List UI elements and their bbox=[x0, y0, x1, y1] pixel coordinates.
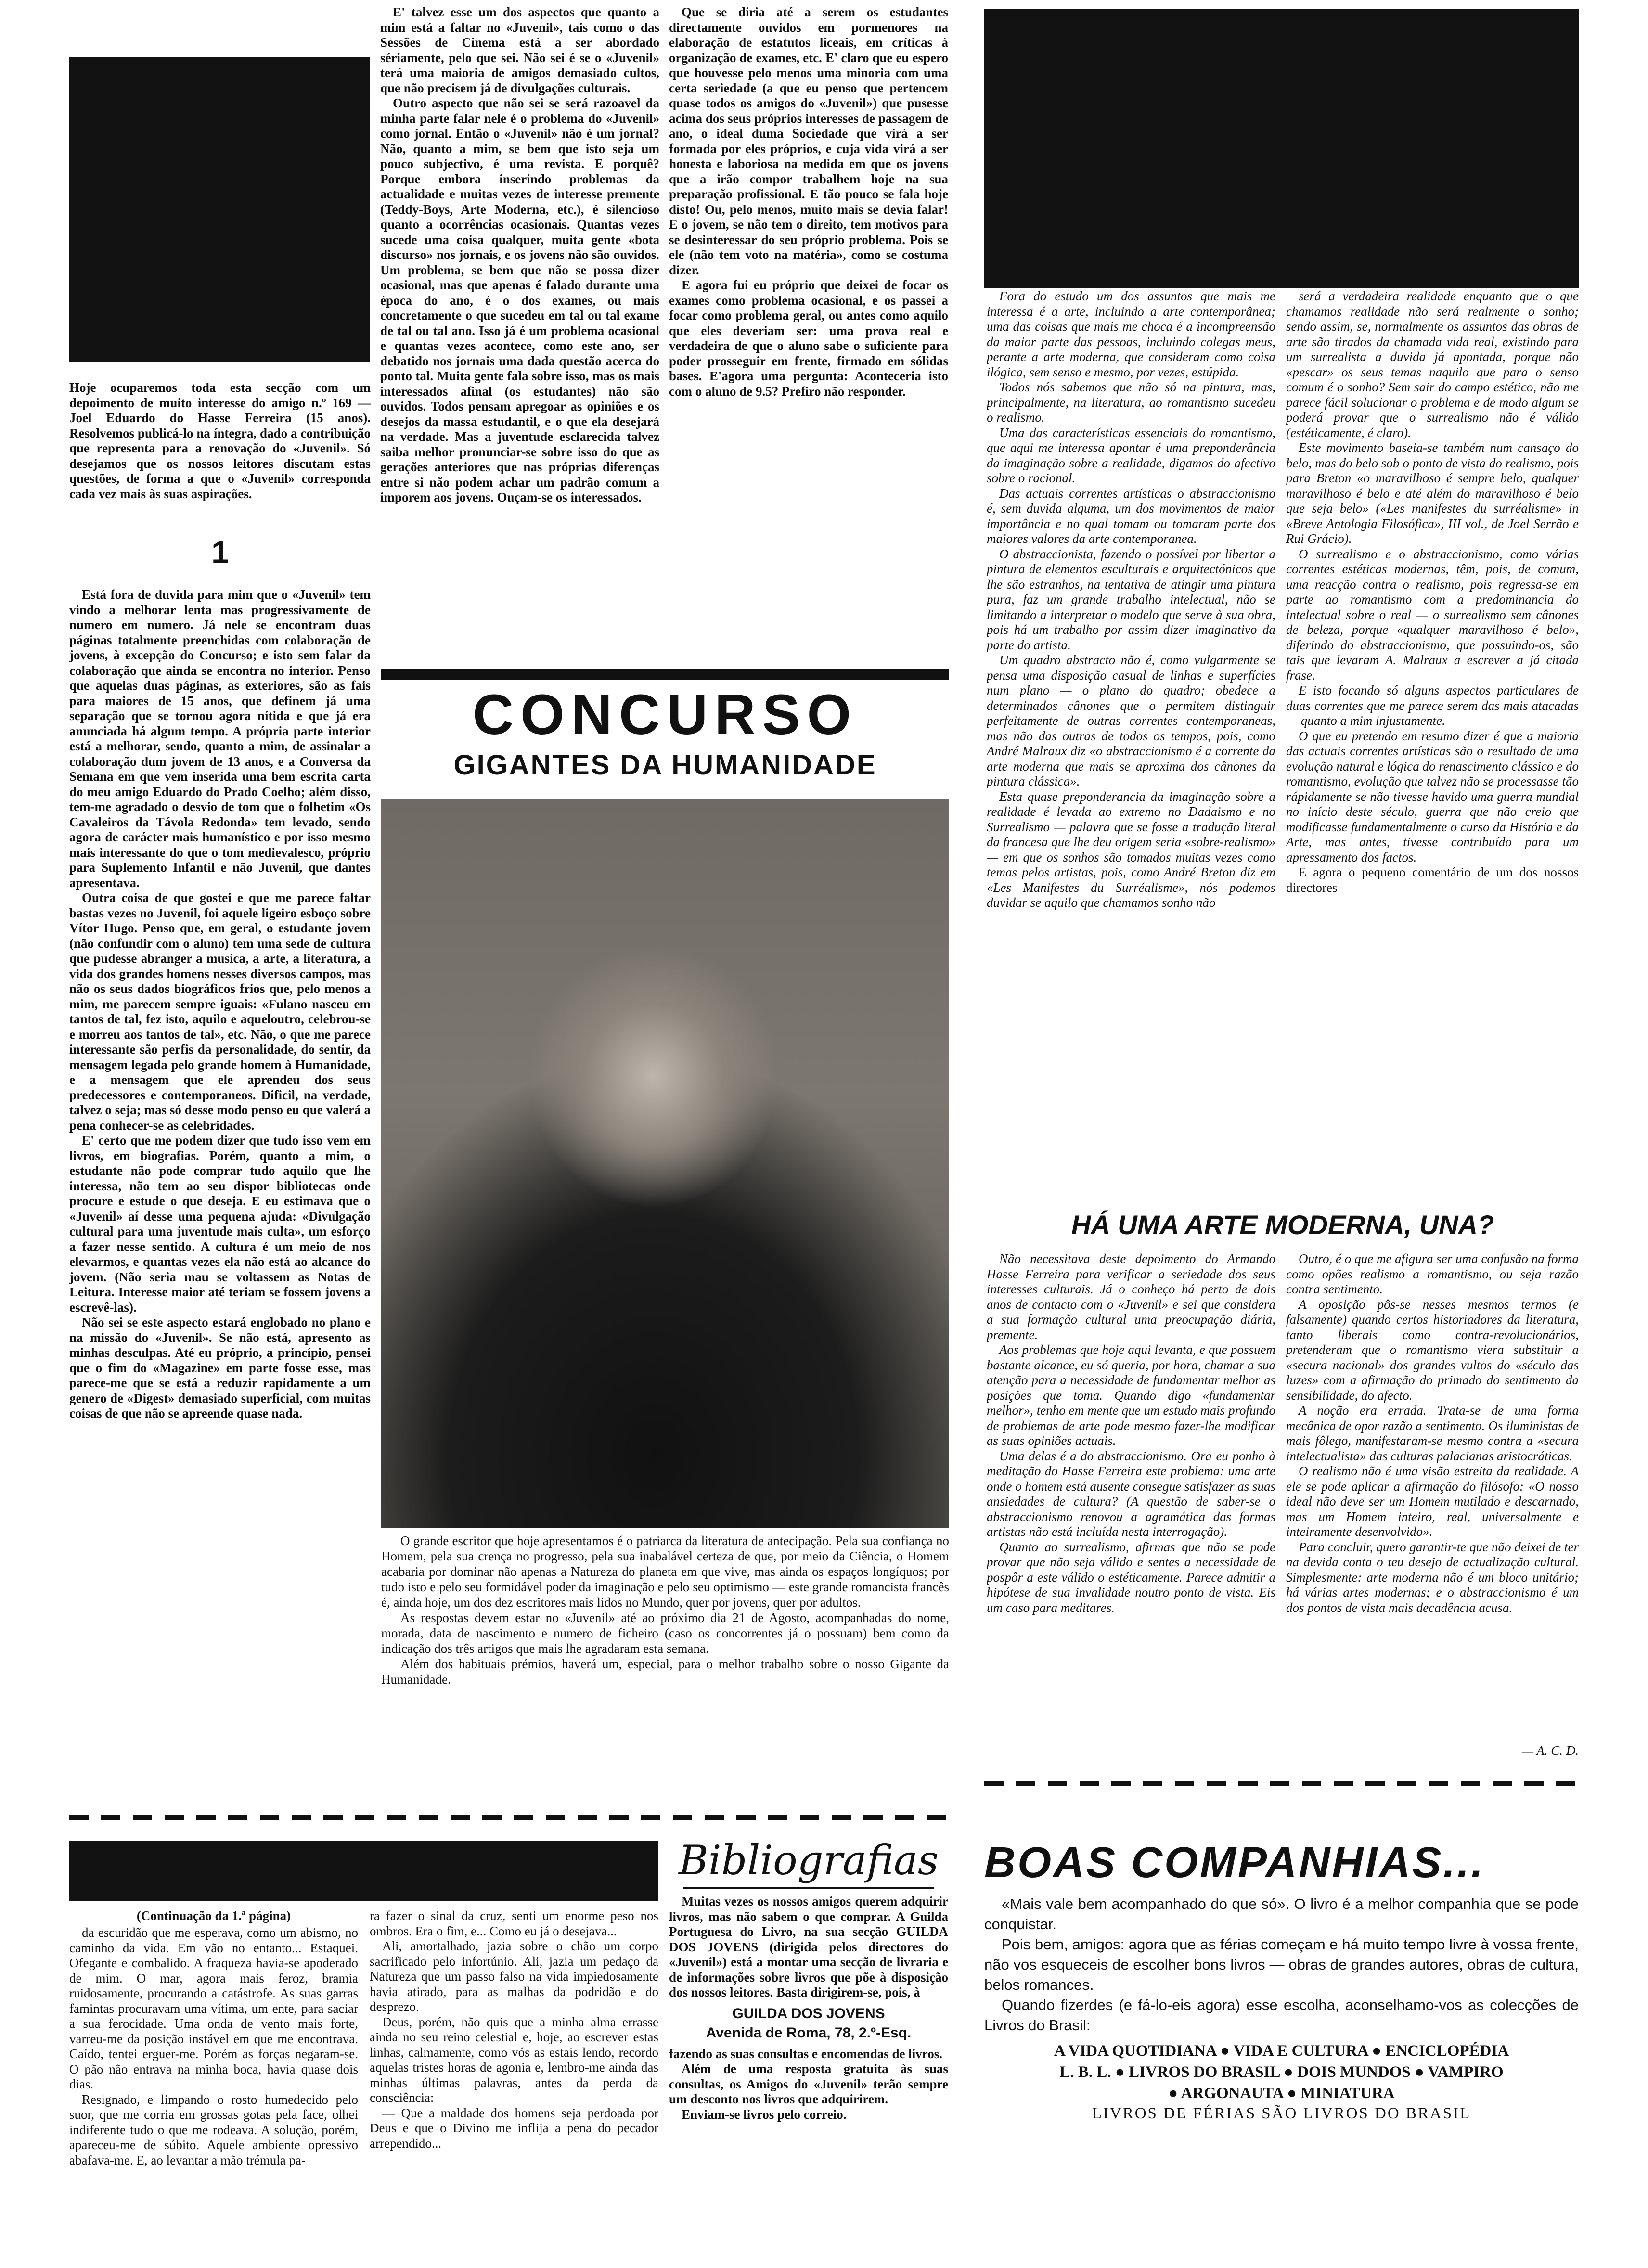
paragraph: Das actuais correntes artísticas o abstraccionismo é, sem duvida alguma, um dos movimentos de maior importância e no qual tomam ou tomaram parte dos maiores valores da arte contemporanea. bbox=[987, 486, 1275, 546]
boas-companhias-body bbox=[984, 1894, 1579, 2123]
paragraph: Está fora de duvida para mim que o «Juvenil» tem vindo a melhorar lenta mas progressivamente de numero em numero. Já nele se encontram duas páginas totalmente preenchidas com colaboração de jovens, à excepção do Concurso; e isto sem falar da colaboração que ainda se encontra no interior. Penso que aquelas duas páginas, as exteriores, são as fais para maiores de 15 anos, que definem já uma separação que se tornou agora nítida e que já era anunciada há algum tempo. A própria parte interior está a melhorar, sendo, quanto a mim, de assinalar a colaboração dum jovem de 13 anos, e a Conversa da Semana em que vem inserida uma bem escrita carta do meu amigo Eduardo do Prado Coelho; além disso, tem-me agradado o desvio de tom que o folhetim «Os Cavaleiros da Távola Redonda» tem levado, sendo agora de carácter mais humanístico e por isso mesmo mais interessante do que o tom medievalesco, próprio para Suplemento Infantil e não Juvenil, que dantes apresentava. bbox=[69, 587, 371, 890]
intro-text: Hoje ocuparemos toda esta secção com um depoimento de muito interesse do amigo n.º 169 — Joel Eduardo do Hasse Ferreira (15 anos). Resolvemos publicá-lo na íntegra, dado a contribuição que representa para a renovação do «Juvenil». Só desejamos que os nossos leitores discutam estas questões, de forma a que o «Juvenil» corresponda cada vez mais às suas aspirações. bbox=[69, 380, 371, 501]
bibliografias-title: Bibliografias bbox=[679, 1837, 939, 1884]
comment-column-right bbox=[1286, 1251, 1579, 1742]
paragraph: Quanto ao surrealismo, afirmas que não se pode provar que não seja válido e sentes a necessidade de pospôr a este válido o estéticamente. Parece admitir a hipótese de sua invalidade noutro ponto de vista. Eis um caso para meditares. bbox=[987, 1539, 1275, 1615]
paragraph: A noção era errada. Trata-se de uma forma mecânica de opor razão a sentimento. Os iluministas de mais fôlego, manifestaram-se mesmo contra a «secura intelectualista» das culturas palacianas aristocráticas. bbox=[1286, 1403, 1579, 1463]
paragraph: Ali, amortalhado, jazia sobre o chão um corpo sacrificado pelo infortúnio. Ali, jazia um pedaço da Natureza que um passo falso na vida impiedosamente havia atirado, para as malhas da podridão e do desprezo. bbox=[370, 1939, 658, 2014]
paragraph: Outro aspecto que não sei se será razoavel da minha parte falar nele é o problema do «Juvenil» como jornal. Então o «Juvenil» não é um jornal? Não, quanto a mim, se bem que isto seja um pouco subjectivo, é uma revista. E porquê? Porque embora inserindo problemas da actualidade e muitas vezes de interesse premente (Teddy-Boys, Arte Moderna, etc.), é silencioso quanto a ocorrências ocasionais. Quantas vezes sucede uma coisa qualquer, muita gente «bota discurso» nos jornais, e os jovens não são ouvidos. Um problema, se bem que não se possa dizer ocasional, mas que apenas é falado durante uma época do ano, é o dos exames, ou mais concretamente o que sucedeu em tal ou tal exame de tal ou tal ano. Isso já é um problema ocasional e quantas vezes acontece, como este ano, ser debatido nos jornais uma dada questão acerca do ponto tal. Muita gente fala sobre isso, mas os mais interessados afinal (os estudantes) não são ouvidos. Todos pensam apregoar as opiniões e os desejos da massa estudantil, e o que ela desejará na verdade. Mas a juventude esclarecida talvez saiba melhor pronunciar-se sobre isso do que as gerações anteriores que nas próprias diferenças entre si não podem achar um padrão comum a imporem aos jovens. Ouçam-se os interessados. bbox=[380, 96, 659, 504]
section-number: 1 bbox=[211, 535, 229, 569]
art-column-right bbox=[1286, 289, 1579, 1198]
paragraph: — Que a maldade dos homens seja perdoada por Deus e que o Divino me inflija a pena do pecador arrependido... bbox=[370, 2105, 658, 2151]
art-comment-heading: HÁ UMA ARTE MODERNA, UNA? bbox=[1071, 1210, 1494, 1240]
concurso-divider-top bbox=[381, 669, 949, 680]
paragraph: E' certo que me podem dizer que tudo isso vem em livros, em biografias. Porém, quanto a mim, o estudante não pode comprar tudo aquilo que lhe interessa, não tem ao seu dispor bibliotecas onde procure e estude o que deseja. E eu estimava que o «Juvenil» aí desse uma pequena ajuda: «Divulgação cultural para uma juventude mais culta», um esforço a fazer nesse sentido. A cultura é um meio de nos elevarmos, e quantas vezes ela não está ao alcance do jovem. (Não seria mau se voltassem as Notas de Leitura. Interesse maior até teriam se fossem jovens a escrevê-las). bbox=[69, 1133, 371, 1314]
paragraph: Uma das características essenciais do romantismo, que aqui me interessa apontar é uma preponderância da imaginação sobre a realidade, digamos do afectivo sobre o racional. bbox=[987, 425, 1275, 485]
boas-paragraph: «Mais vale bem acompanhado do que só». O livro é a melhor companhia que se pode conquistar. bbox=[984, 1895, 1579, 1933]
paragraph: Esta quase preponderancia da imaginação sobre a realidade é levada ao extremo no Dadaismo e no Surrealismo — palavra que se fosse a tradução literal da francesa que lhe deu origem seria «sobre-realismo» — em que os sonhos são tomados muitas vezes como temas pelos artistas, pois, como André Breton diz em «Les Manifestes du Surréalisme», nós podemos duvidar se aquilo que chamamos sonho não bbox=[987, 789, 1275, 910]
paragraph: da escuridão que me esperava, como um abismo, no caminho da vida. Em vão no entanto... Estaquei. Ofegante e combalido. A fraqueza havia-se apoderado de mim. O mar, agora mais feroz, bramia ruidosamente, procurando a catástrofe. As suas garras famintas procuravam uma vítima, um ente, para saciar a sua ferocidade. Uma onda de vento mais forte, varreu-me da posição instável em que me encontrava. Caído, tentei erguer-me. Porém as forças negaram-se. O pão não entrava na minha boca, havia quase dois dias. bbox=[69, 1925, 358, 2091]
paragraph: Outro, é o que me afigura ser uma confusão na forma como opões realismo a romantismo, ou seja razão contra sentimento. bbox=[1286, 1251, 1579, 1296]
paragraph: Todos nós sabemos que não só na pintura, mas, principalmente, na literatura, ao romantismo sucedeu o realismo. bbox=[987, 380, 1275, 425]
paragraph: E isto focando só alguns aspectos particulares de duas correntes que me parece serem das mais atacadas — quanto a mim injustamente. bbox=[1286, 683, 1579, 728]
boas-paragraph: Quando fizerdes (e fá-lo-eis agora) esse escolha, aconselhamo-vos as colecções de Livros do Brasil: bbox=[984, 1997, 1579, 2034]
continuation-column-a bbox=[69, 1925, 358, 2233]
paragraph: Outra coisa de que gostei e que me parece faltar bastas vezes no Juvenil, foi aquele ligeiro esboço sobre Vítor Hugo. Penso que, em geral, o estudante jovem (não confundir com o aluno) tem uma sede de cultura que pudesse abranger a musica, a arte, a literatura, a vida dos grandes homens nesses diversos campos, mas não os seus dados biográficos frios que, pelo menos a mim, me parecem sempre iguais: «Fulano nasceu em tantos de tal, fez isto, aquilo e aqueloutro, celebrou-se e morreu aos tantos de tal», etc. Não, o que me parece interessante são perfis da personalidade, do sentir, da mensagem legada pelo grande homem à Humanidade, e a mensagem que ele aprendeu dos seus predecessores e contemporaneos. Dificil, na verdade, talvez o seja; mas só desse modo penso eu que valerá a pena conhecer-se as celebridades. bbox=[69, 890, 371, 1133]
bibliografias-body bbox=[669, 1894, 948, 2241]
paragraph: A oposição pôs-se nesses mesmos termos (e falsamente) quando certos historiadores da literatura, tanto liberais como contra-revolucionários, pretenderam que o romantismo viera substituir a «secura nacional» dos grandes vultos do «século das luzes» com a afirmação do primado do sentimento da sensibilidade, do afecto. bbox=[1286, 1297, 1579, 1403]
continuation-header: (Continuação da 1.ª página) bbox=[136, 1908, 291, 1923]
bibliografias-rule bbox=[683, 1887, 934, 1889]
concurso-title: CONCURSO bbox=[472, 683, 858, 747]
paragraph: O realismo não é uma visão estreita da realidade. A ele se pode aplicar a afirmação do filósofo: «O nosso ideal não deve ser um Homem mutilado e descarnado, mas um Homem inteiro, real, universalmente e inteiramente desenvolvido». bbox=[1286, 1464, 1579, 1539]
author-portrait bbox=[381, 799, 949, 1528]
collections-line-2: L. B. L. ● LIVROS DO BRASIL ● DOIS MUNDOS ● VAMPIRO bbox=[1059, 2063, 1504, 2081]
caption-paragraph: O grande escritor que hoje apresentamos é o patriarca da literatura de antecipação. Pela sua confiança no Homem, pela sua crença no progresso, pela sua inabalável certeza de que, por meio da Ciência, o Homem acabaria por dominar não apenas a Natureza do planeta em que vive, mas ainda os espaços longíquos; por tudo isto e pelo seu formidável poder da imaginação e pelo seu optimismo — este grande romancista francês é, ainda hoje, um dos dez escritores mais lidos no Mundo, quer por jovens, quer por adultos. bbox=[381, 1533, 949, 1610]
continuation-column-b bbox=[370, 1908, 658, 2233]
paragraph: O abstraccionista, fazendo o possível por libertar a pintura de elementos esculturais e arquitectónicos que lhe são estranhos, na tentativa de atingir uma pintura pura, faz um grande trabalho intelectual, não se limitando a interpretar o modelo que serve à sua obra, pois há um trabalho por assim dizer imaginativo da parte do artista. bbox=[987, 546, 1275, 652]
paragraph: Muitas vezes os nossos amigos querem adquirir livros, mas não sabem o que comprar. A Guilda Portuguesa do Livro, na sua secção GUILDA DOS JOVENS (dirigida pelos directores do «Juvenil») está a montar uma secção de livraria e de informações sobre livros que põe à disposição dos nossos leitores. Basta dirigirem-se, pois, à bbox=[669, 1894, 948, 1999]
art-column-left bbox=[987, 289, 1275, 1198]
paragraph: Enviam-se livros pelo correio. bbox=[682, 2107, 847, 2122]
dashed-divider-left bbox=[69, 1815, 950, 1820]
paragraph: ra fazer o sinal da cruz, senti um enorme peso nos ombros. Era o fim, e... Como eu já o desejava... bbox=[370, 1908, 658, 1938]
comment-column-left bbox=[987, 1251, 1275, 1757]
paragraph: O que eu pretendo em resumo dizer é que a maioria das actuais correntes artísticas são o resultado de uma evolução natural e lógica do renascimento clássico e do romantismo, evolução que talvez não se processasse tão rápidamente se não tivesse havido uma guerra mundial no início deste século, guerra que não creio que modificasse fundamentalmente o curso da História e da Arte, mas antes, tivesse contribuído para um apressamento dos factos. bbox=[1286, 728, 1579, 864]
paragraph: E agora fui eu próprio que deixei de focar os exames como problema ocasional, e os passei a focar como problema geral, ou antes como aquilo que eles deveriam ser: uma prova real e verdadeira de que o aluno sabe o suficiente para poder prosseguir em frente, firmado em sólidas bases. E'agora uma pergunta: Aconteceria isto com o aluno de 9.5? Prefiro não responder. bbox=[669, 278, 948, 399]
boas-companhias-title: BOAS COMPANHIAS... bbox=[984, 1839, 1485, 1887]
dashed-divider-right bbox=[984, 1781, 1579, 1786]
paragraph: Este movimento baseia-se também num cansaço do belo, mas do belo sob o ponto de vista do realismo, pois para Breton «o maravilhoso é sempre belo, qualquer maravilhoso é belo e até além do maravilhoso é belo que seja belo» («Les manifestes du surréalisme» in «Breve Antologia Filosófica», III vol., de Joel Serrão e Rui Grácio). bbox=[1286, 440, 1579, 546]
collections-line-3: ● ARGONAUTA ● MINIATURA bbox=[1168, 2085, 1395, 2102]
paragraph: Para concluir, quero garantir-te que não deixei de ter na devida conta o teu desejo de actualização cultural. Simplesmente: arte moderna não é um bloco unitário; há várias artes modernas; e o abstraccionismo é um dos pontos de vista mais decadência acusa. bbox=[1286, 1539, 1579, 1615]
paragraph: Uma delas é a do abstraccionismo. Ora eu ponho à meditação do Hasse Ferreira este problema: uma arte onde o homem está ausente consegue satisfazer as suas ansiedades de cultura? (A questão de saber-se o abstraccionismo renovou a agramática das formas artistas não está incluída nesta interrogação). bbox=[987, 1448, 1275, 1539]
paragraph: Aos problemas que hoje aqui levanta, e que possuem bastante alcance, eu só queria, por hora, chamar a sua atenção para a necessidade de fundamentar melhor as posições que toma. Quando digo «fundamentar melhor», tenho em mente que um estudo mais profundo de problemas de arte pode mesmo fazer-lhe modificar as suas opiniões actuais. bbox=[987, 1342, 1275, 1448]
article-column-3 bbox=[669, 5, 948, 664]
concurso-subtitle: GIGANTES DA HUMANIDADE bbox=[453, 749, 877, 781]
boas-paragraph: Pois bem, amigos: agora que as férias começam e há muito tempo livre à vossa frente, não vos esqueceis de escolher bons livros — obras de grandes autores, obras de cultura, belos romances. bbox=[984, 1936, 1579, 1993]
paragraph: fazendo as suas consultas e encomendas de livros. bbox=[669, 2046, 943, 2061]
paragraph: O surrealismo e o abstraccionismo, como várias correntes estéticas modernas, têm, pois, de comum, uma reacção contra o realismo, pois regressa-se em parte ao romantismo com a predominancia do intelectual sobre o real — o surrealismo sem cânones de beleza, porque «qualquer maravilhoso é belo», diferindo do abstraccionismo, que possuindo-os, são tais que levaram A. Malraux a escrever a já citada frase. bbox=[1286, 546, 1579, 683]
paragraph: Não necessitava deste depoimento do Armando Hasse Ferreira para verificar a seriedade dos seus interesses culturais. Já o conheço há perto de dois anos de contacto com o «Juvenil» e sei que considera a sua formação cultural uma preocupação diária, premente. bbox=[987, 1251, 1275, 1342]
paragraph: Deus, porém, não quis que a minha alma errasse ainda no seu reino celestial e, hoje, ao escrever estas linhas, calmamente, como vós as estais lendo, recordo aquelas tristes horas de agonia e, lembro-me ainda das minhas últimas palavras, antes da perda da consciência: bbox=[370, 2014, 658, 2105]
paragraph: será a verdadeira realidade enquanto que o que chamamos realidade não será realmente o sonho; sendo assim, se, normalmente os assuntos das obras de arte são tirados da chamada vida real, existindo para um surrealista a duvida já apontada, porque não «pescar» os seus temas naquilo que para o senso comum é o sonho? Sem sair do campo estético, não me parece fácil solucionar o problema e de modo algum se poderá provar que o surrealismo não é válido (estéticamente, é claro). bbox=[1286, 289, 1579, 440]
paragraph: Fora do estudo um dos assuntos que mais me interessa é a arte, incluindo a arte contemporânea; uma das coisas que mais me choca é a incompreensão da maior parte das pessoas, incluindo colegas meus, perante a arte moderna, que consideram como coisa ilógica, sem senso e mesmo, por vezes, estúpida. bbox=[987, 289, 1275, 379]
paragraph: E agora o pequeno comentário de um dos nossos directores bbox=[1286, 865, 1579, 895]
paragraph: Resignado, e limpando o rosto humedecido pelo suor, que me corria em grossas gotas pela face, olhei indiferente tudo o que me rodeava. A solução, porém, apareceu-me de súbito. Aquele ambiente opressivo abafava-me. E, ao levantar a mão trémula pa- bbox=[69, 2092, 358, 2167]
collections-line-1: A VIDA QUOTIDIANA ● VIDA E CULTURA ● ENCICLOPÉDIA bbox=[1054, 2042, 1509, 2060]
boas-slogan: LIVROS DE FÉRIAS SÃO LIVROS DO BRASIL bbox=[1092, 2105, 1471, 2122]
paragraph: Que se diria até a serem os estudantes directamente ouvidos em pormenores na elaboração de estatutos liceais, em críticas à organização de exames, etc. E' claro que eu espero que houvesse pelo menos uma minoria com uma certa seriedade (a que eu penso que pertencem quase todos os amigos do «Juvenil») que pusesse acima dos seus próprios interesses de passagem de ano, o ideal duma Sociedade que virá a ser formada por eles próprios, e cuja vida virá a ser honesta e laboriosa na medida em que os jovens que a irão compor trabalhem hoje na sua preparação profissional. E tão pouco se fala hoje disto! Ou, pelo menos, muito mais se devia falar! E o jovem, se não tem o direito, tem motivos para se desinteressar do seu próprio problema. Pois se ele (não tem voto na matéria», como se costuma dizer. bbox=[669, 5, 948, 277]
article-column-1 bbox=[69, 587, 371, 1863]
guild-address: Avenida de Roma, 78, 2.º-Esq. bbox=[706, 2024, 912, 2041]
blacked-out-image-right bbox=[984, 9, 1579, 288]
caption-paragraph: Além dos habituais prémios, haverá um, especial, para o melhor trabalho sobre o nosso Gigante da Humanidade. bbox=[381, 1657, 949, 1687]
blacked-out-image-left bbox=[69, 57, 370, 362]
blacked-out-banner bbox=[69, 1841, 658, 1901]
caption-paragraph: As respostas devem estar no «Juvenil» até ao próximo dia 21 de Agosto, acompanhadas do nome, morada, data de nascimento e numero de ficheiro (caso os concorrentes já o possuam) bem como da indicação dos três artigos que mais lhe agradaram esta semana. bbox=[381, 1611, 949, 1656]
guild-name: GUILDA DOS JOVENS bbox=[732, 2005, 885, 2022]
paragraph: Não sei se este aspecto estará englobado no plano e na missão do «Juvenil». Se não está, apresento as minhas desculpas. Até eu próprio, a princípio, pensei que o fim do «Magazine» em parte fosse esse, mas parece-me que se está a reduzir rapidamente a um genero de «Digest» demasiado superficial, com muitas coisas de que não se apreende quase nada. bbox=[69, 1315, 371, 1420]
concurso-caption bbox=[381, 1533, 949, 1687]
comment-signature: — A. C. D. bbox=[1521, 1743, 1579, 1758]
paragraph: Um quadro abstracto não é, como vulgarmente se pensa uma disposição casual de linhas e superfícies num plano — o plano do quadro; obedece a determinados cânones que o permitem distinguir perfeitamente de outras correntes contemporaneas, mas não das outras de todos os tempos, pois, como André Malraux diz «o abstraccionismo é a corrente da arte moderna que mais se aproxima dos cânones da pintura clássica». bbox=[987, 653, 1275, 788]
article-column-2 bbox=[380, 5, 659, 664]
paragraph: E' talvez esse um dos aspectos que quanto a mim está a faltar no «Juvenil», tais como o das Sessões de Cinema está a ser abordado sériamente, pelo que sei. Não sei é se o «Juvenil» terá uma maioria de amigos demasiado cultos, que não precisem já de divulgações culturais. bbox=[380, 5, 659, 95]
paragraph: Além de uma resposta gratuita às suas consultas, os Amigos do «Juvenil» terão sempre um desconto nos livros que adquirirem. bbox=[669, 2062, 948, 2106]
